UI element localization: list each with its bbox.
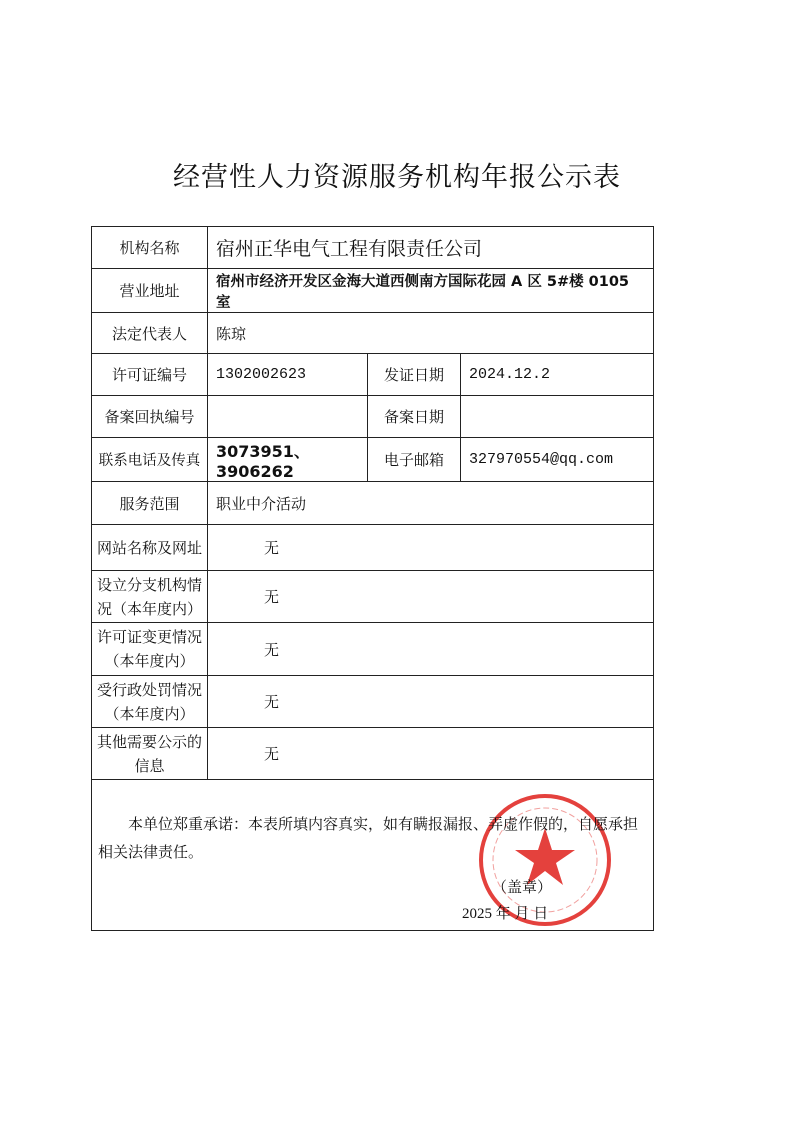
row-legal-rep [92,313,654,354]
value: 陈琼 [208,313,654,354]
value: 职业中介活动 [208,482,654,525]
row-license [92,354,654,396]
row-other [92,728,654,780]
sign-date: 2025 年 月 日 [462,906,549,922]
report-table [91,226,654,931]
row-contact [92,438,654,482]
label: 电子邮箱 [368,438,461,482]
value: 无 [208,676,654,728]
row-org-name [92,227,654,269]
row-promise [92,780,654,931]
row-branches [92,571,654,623]
promise-text: 本单位郑重承诺：本表所填内容真实，如有瞒报漏报、弄虚作假的，自愿承担相关法律责任。 [98,815,639,861]
label: 受行政处罚情况（本年度内） [92,676,208,728]
row-website [92,525,654,571]
label: 服务范围 [92,482,208,525]
row-address [92,269,654,313]
label: 联系电话及传真 [92,438,208,482]
value: 2024.12.2 [461,354,654,396]
value: 宿州正华电气工程有限责任公司 [208,227,654,269]
label: 法定代表人 [92,313,208,354]
value [208,396,368,438]
row-scope [92,482,654,525]
label: 许可证编号 [92,354,208,396]
label: 设立分支机构情况（本年度内） [92,571,208,623]
label: 备案回执编号 [92,396,208,438]
seal-label: （盖章） [492,878,553,896]
value: 1302002623 [208,354,368,396]
label: 机构名称 [92,227,208,269]
label: 备案日期 [368,396,461,438]
label: 营业地址 [92,269,208,313]
label: 许可证变更情况（本年度内） [92,623,208,676]
label: 发证日期 [368,354,461,396]
row-filing [92,396,654,438]
value: 无 [208,571,654,623]
row-penalty [92,676,654,728]
value: 宿州市经济开发区金海大道西侧南方国际花园 A 区 5#楼 0105 室 [208,269,654,313]
row-license-change [92,623,654,676]
value [461,396,654,438]
label: 网站名称及网址 [92,525,208,571]
value: 327970554@qq.com [461,438,654,482]
value: 3073951、3906262 [208,438,368,482]
value: 无 [208,728,654,780]
page-title: 经营性人力资源服务机构年报公示表 [173,162,621,193]
value: 无 [208,525,654,571]
value: 无 [208,623,654,676]
label: 其他需要公示的信息 [92,728,208,780]
